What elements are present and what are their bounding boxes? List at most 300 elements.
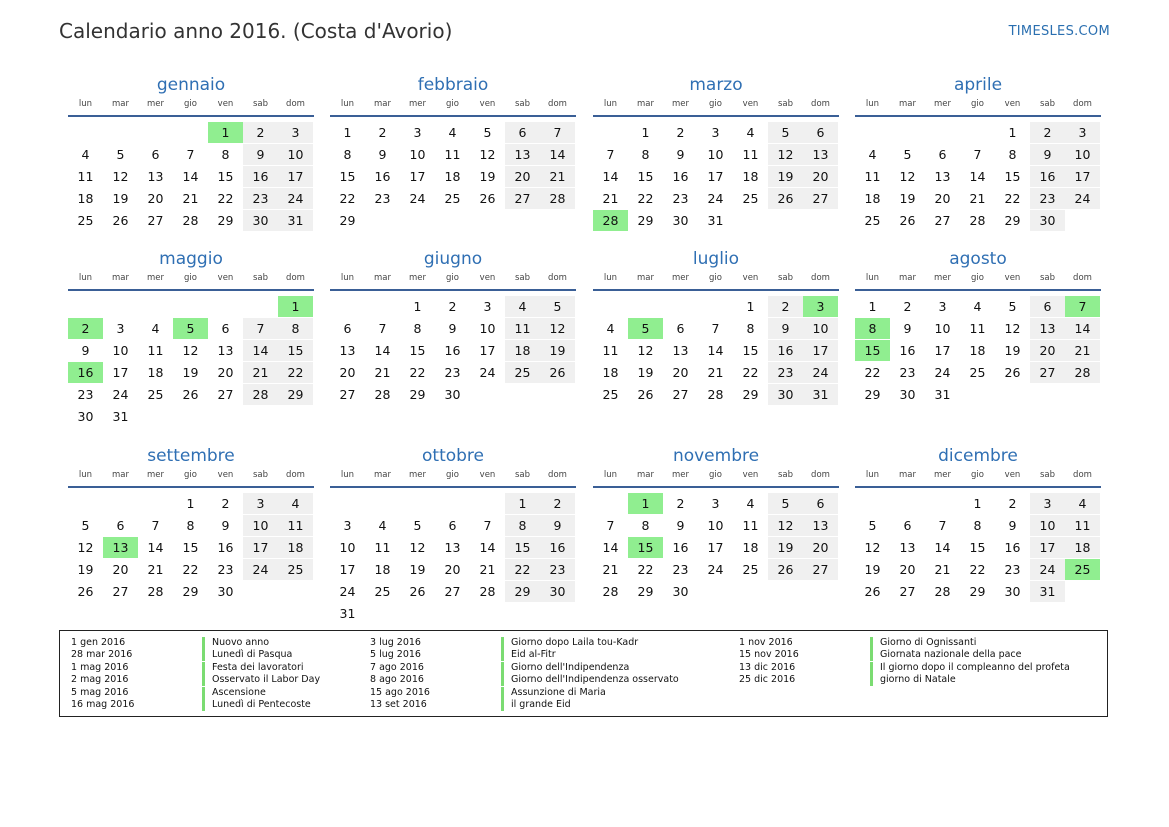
day-cell: 17 [1065,166,1100,187]
day-cell: 21 [707,365,724,380]
day-cell: 19 [479,169,496,184]
day-cell: 12 [77,540,94,555]
holiday-date: 2 mag 2016 [71,674,129,686]
day-cell: 1 [868,299,877,314]
weekday-label: lun [603,470,618,480]
weekday-label: dom [811,273,830,283]
day-cell: 6 [505,122,540,143]
day-cell: 2 [221,496,230,511]
holiday-day-cell: 3 [803,296,838,317]
day-cell: 4 [278,493,313,514]
day-cell: 24 [1065,188,1100,209]
day-cell: 23 [77,387,94,402]
holiday-name: Giornata nazionale della pace [870,649,1022,661]
day-cell: 8 [973,518,982,533]
holiday-day-cell: 13 [103,537,138,558]
day-cell: 23 [768,362,803,383]
holiday-name: Il giorno dopo il compleanno del profeta [870,662,1070,674]
month-divider [330,486,576,488]
weekday-label: lun [865,99,880,109]
weekday-label: lun [340,470,355,480]
holiday-day-cell: 7 [1065,296,1100,317]
month-name: febbraio [417,75,489,95]
weekday-label: gio [446,470,459,480]
weekday-label: dom [286,99,305,109]
day-cell: 17 [243,537,278,558]
day-cell: 3 [1065,122,1100,143]
weekday-label: lun [603,273,618,283]
day-cell: 15 [339,169,356,184]
day-cell: 16 [672,169,689,184]
day-cell: 27 [934,213,951,228]
weekday-label: mer [933,99,951,109]
weekday-label: sab [777,470,794,480]
day-cell: 26 [864,584,881,599]
month-name: dicembre [938,446,1018,466]
day-cell: 2 [540,493,575,514]
day-cell: 11 [374,540,391,555]
day-cell: 25 [147,387,164,402]
day-cell: 25 [77,213,94,228]
weekday-label: mar [374,273,391,283]
weekday-label: ven [217,273,234,283]
day-cell: 10 [707,147,724,162]
day-cell: 14 [182,169,199,184]
holiday-date: 1 mag 2016 [71,661,129,673]
day-cell: 26 [112,213,129,228]
weekday-label: dom [548,273,567,283]
day-cell: 7 [151,518,160,533]
legend-row [370,699,750,711]
day-cell: 2 [1008,496,1017,511]
day-cell: 27 [339,387,356,402]
day-cell: 20 [444,562,461,577]
weekday-label: sab [1039,99,1056,109]
day-cell: 11 [77,169,94,184]
day-cell: 13 [803,144,838,165]
day-cell: 3 [938,299,947,314]
day-cell: 13 [899,540,916,555]
day-cell: 17 [339,562,356,577]
weekday-label: gio [709,470,722,480]
day-cell: 28 [707,387,724,402]
holiday-date: 1 nov 2016 [739,637,793,648]
weekday-label: mer [408,470,426,480]
day-cell: 3 [413,125,422,140]
day-cell: 20 [803,166,838,187]
weekday-label: ven [479,99,496,109]
day-cell: 16 [217,540,234,555]
day-cell: 18 [77,191,94,206]
day-cell: 15 [969,540,986,555]
day-cell: 2 [243,122,278,143]
holiday-name: Assunzione di Maria [501,687,606,699]
day-cell: 8 [343,147,352,162]
day-cell: 8 [221,147,230,162]
day-cell: 8 [186,518,195,533]
day-cell: 22 [969,562,986,577]
day-cell: 14 [934,540,951,555]
legend-row [370,637,750,649]
weekday-label: sab [514,99,531,109]
day-cell: 2 [1030,122,1065,143]
day-cell: 25 [278,559,313,580]
weekday-label: sab [252,99,269,109]
legend-row [739,674,1119,686]
legend-row [370,674,750,686]
day-cell: 10 [112,343,129,358]
day-cell: 20 [147,191,164,206]
weekday-label: sab [1039,273,1056,283]
day-cell: 28 [479,584,496,599]
month-divider [330,115,576,117]
day-cell: 14 [243,340,278,361]
day-cell: 11 [505,318,540,339]
month-divider [593,486,839,488]
day-cell: 13 [1030,318,1065,339]
day-cell: 6 [803,493,838,514]
day-cell: 21 [602,191,619,206]
day-cell: 17 [934,343,951,358]
day-cell: 4 [1065,493,1100,514]
weekday-label: lun [78,99,93,109]
legend-row [739,649,1119,661]
day-cell: 18 [602,365,619,380]
day-cell: 31 [339,606,356,621]
day-cell: 12 [637,343,654,358]
weekday-label: ven [217,470,234,480]
day-cell: 3 [711,125,720,140]
day-cell: 28 [243,384,278,405]
day-cell: 3 [483,299,492,314]
day-cell: 29 [1004,213,1021,228]
day-cell: 19 [540,340,575,361]
day-cell: 20 [112,562,129,577]
day-cell: 19 [1004,343,1021,358]
weekday-label: mer [671,99,689,109]
day-cell: 22 [278,362,313,383]
day-cell: 11 [969,321,986,336]
day-cell: 9 [221,518,230,533]
day-cell: 29 [969,584,986,599]
day-cell: 7 [378,321,387,336]
day-cell: 24 [409,191,426,206]
weekday-label: ven [742,273,759,283]
day-cell: 6 [903,518,912,533]
holiday-name: Giorno dopo Laila tou-Kadr [501,637,638,649]
day-cell: 31 [934,387,951,402]
day-cell: 7 [711,321,720,336]
day-cell: 28 [969,213,986,228]
day-cell: 5 [903,147,912,162]
day-cell: 20 [339,365,356,380]
day-cell: 24 [243,559,278,580]
day-cell: 5 [413,518,422,533]
month-divider [855,289,1101,291]
day-cell: 26 [479,191,496,206]
day-cell: 10 [803,318,838,339]
day-cell: 12 [899,169,916,184]
day-cell: 5 [868,518,877,533]
holiday-legend [59,630,1108,717]
weekday-label: mar [374,99,391,109]
weekday-label: gio [184,273,197,283]
day-cell: 30 [672,584,689,599]
brand-link[interactable]: TIMESLES.COM [1008,24,1110,39]
weekday-label: mar [112,273,129,283]
day-cell: 20 [217,365,234,380]
weekday-label: lun [865,273,880,283]
day-cell: 30 [1030,210,1065,231]
holiday-day-cell: 15 [628,537,663,558]
day-cell: 30 [768,384,803,405]
day-cell: 13 [444,540,461,555]
weekday-label: lun [340,273,355,283]
day-cell: 10 [707,518,724,533]
weekday-label: dom [811,99,830,109]
day-cell: 8 [413,321,422,336]
day-cell: 10 [339,540,356,555]
day-cell: 17 [409,169,426,184]
day-cell: 10 [1030,515,1065,536]
day-cell: 13 [934,169,951,184]
day-cell: 19 [864,562,881,577]
day-cell: 11 [864,169,881,184]
day-cell: 25 [374,584,391,599]
day-cell: 15 [505,537,540,558]
holiday-date: 13 set 2016 [370,698,427,710]
holiday-day-cell: 1 [208,122,243,143]
weekday-label: mar [374,470,391,480]
day-cell: 1 [641,125,650,140]
weekday-label: mer [933,273,951,283]
day-cell: 4 [606,321,615,336]
weekday-label: gio [971,99,984,109]
weekday-label: mer [408,273,426,283]
day-cell: 8 [1008,147,1017,162]
holiday-day-cell: 8 [855,318,890,339]
weekday-label: mar [899,273,916,283]
day-cell: 30 [899,387,916,402]
day-cell: 14 [147,540,164,555]
weekday-label: lun [78,470,93,480]
day-cell: 26 [182,387,199,402]
day-cell: 26 [637,387,654,402]
day-cell: 4 [746,496,755,511]
day-cell: 8 [641,518,650,533]
day-cell: 14 [540,144,575,165]
day-cell: 4 [81,147,90,162]
day-cell: 5 [1008,299,1017,314]
day-cell: 28 [147,584,164,599]
month-divider [855,115,1101,117]
day-cell: 21 [479,562,496,577]
day-cell: 23 [243,188,278,209]
day-cell: 16 [243,166,278,187]
day-cell: 6 [116,518,125,533]
day-cell: 13 [672,343,689,358]
holiday-name: il grande Eid [501,699,571,711]
weekday-label: mer [933,470,951,480]
holiday-date: 13 dic 2016 [739,661,796,673]
day-cell: 29 [217,213,234,228]
weekday-label: mer [146,99,164,109]
day-cell: 22 [505,559,540,580]
day-cell: 29 [637,584,654,599]
day-cell: 27 [803,559,838,580]
day-cell: 15 [217,169,234,184]
day-cell: 22 [409,365,426,380]
day-cell: 5 [116,147,125,162]
holiday-day-cell: 1 [278,296,313,317]
day-cell: 21 [540,166,575,187]
day-cell: 8 [278,318,313,339]
day-cell: 20 [934,191,951,206]
month-name: marzo [689,75,743,95]
day-cell: 7 [606,147,615,162]
legend-row [739,662,1119,674]
weekday-label: ven [479,273,496,283]
day-cell: 17 [479,343,496,358]
day-cell: 6 [938,147,947,162]
month-name: aprile [953,75,1003,95]
day-cell: 31 [278,210,313,231]
weekday-label: ven [217,99,234,109]
month-divider [330,289,576,291]
day-cell: 31 [707,213,724,228]
day-cell: 17 [112,365,129,380]
day-cell: 6 [151,147,160,162]
day-cell: 15 [278,340,313,361]
holiday-day-cell: 5 [173,318,208,339]
day-cell: 21 [182,191,199,206]
day-cell: 27 [112,584,129,599]
day-cell: 21 [147,562,164,577]
day-cell: 22 [339,191,356,206]
holiday-name: Giorno dell'Indipendenza [501,662,629,674]
day-cell: 24 [278,188,313,209]
day-cell: 18 [742,540,759,555]
day-cell: 7 [938,518,947,533]
day-cell: 17 [707,540,724,555]
day-cell: 25 [864,213,881,228]
weekday-label: dom [1073,273,1092,283]
day-cell: 9 [1030,144,1065,165]
day-cell: 12 [409,540,426,555]
day-cell: 2 [768,296,803,317]
day-cell: 25 [742,562,759,577]
month-divider [68,289,314,291]
weekday-label: dom [548,470,567,480]
day-cell: 29 [505,581,540,602]
weekday-label: ven [742,99,759,109]
holiday-date: 28 mar 2016 [71,649,133,661]
day-cell: 15 [409,343,426,358]
month-name: novembre [672,446,760,466]
weekday-label: mar [899,99,916,109]
day-cell: 19 [409,562,426,577]
weekday-label: gio [184,99,197,109]
day-cell: 22 [637,562,654,577]
day-cell: 23 [540,559,575,580]
day-cell: 6 [803,122,838,143]
day-cell: 16 [1004,540,1021,555]
weekday-label: ven [742,470,759,480]
holiday-name: Festa dei lavoratori [202,662,304,674]
day-cell: 23 [217,562,234,577]
day-cell: 17 [278,166,313,187]
day-cell: 23 [1004,562,1021,577]
holiday-name: giorno di Natale [870,674,956,686]
day-cell: 22 [1004,191,1021,206]
day-cell: 27 [217,387,234,402]
day-cell: 7 [186,147,195,162]
weekday-label: dom [1073,99,1092,109]
day-cell: 12 [182,343,199,358]
day-cell: 16 [672,540,689,555]
holiday-day-cell: 1 [628,493,663,514]
day-cell: 22 [637,191,654,206]
day-cell: 19 [112,191,129,206]
weekday-label: mar [112,470,129,480]
holiday-date: 3 lug 2016 [370,637,421,648]
day-cell: 29 [409,387,426,402]
day-cell: 24 [112,387,129,402]
day-cell: 30 [540,581,575,602]
day-cell: 26 [899,213,916,228]
day-cell: 25 [602,387,619,402]
day-cell: 17 [707,169,724,184]
day-cell: 20 [672,365,689,380]
month-divider [68,115,314,117]
holiday-date: 8 ago 2016 [370,674,424,686]
day-cell: 31 [803,384,838,405]
month-divider [68,486,314,488]
day-cell: 5 [483,125,492,140]
day-cell: 10 [934,321,951,336]
day-cell: 7 [540,122,575,143]
holiday-day-cell: 16 [68,362,103,383]
month-divider [855,486,1101,488]
holiday-day-cell: 2 [68,318,103,339]
holiday-date: 15 ago 2016 [370,686,430,698]
day-cell: 21 [1065,340,1100,361]
month-divider [593,115,839,117]
day-cell: 4 [973,299,982,314]
day-cell: 3 [278,122,313,143]
day-cell: 14 [374,343,391,358]
day-cell: 30 [77,409,94,424]
day-cell: 24 [707,562,724,577]
day-cell: 24 [479,365,496,380]
day-cell: 17 [803,340,838,361]
weekday-label: sab [514,470,531,480]
day-cell: 26 [768,188,803,209]
weekday-label: sab [252,470,269,480]
day-cell: 22 [217,191,234,206]
day-cell: 2 [903,299,912,314]
day-cell: 11 [147,343,164,358]
day-cell: 16 [444,343,461,358]
day-cell: 11 [278,515,313,536]
day-cell: 27 [803,188,838,209]
day-cell: 1 [413,299,422,314]
day-cell: 4 [868,147,877,162]
day-cell: 19 [77,562,94,577]
day-cell: 22 [182,562,199,577]
holiday-day-cell: 28 [593,210,628,231]
legend-row [370,662,750,674]
